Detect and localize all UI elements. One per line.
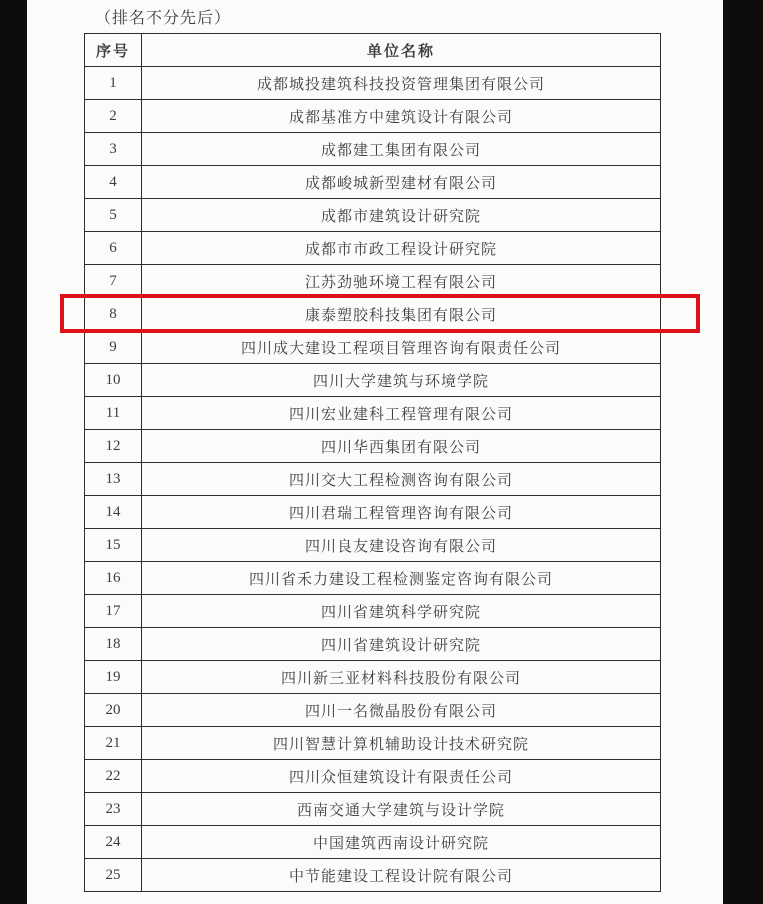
- row-serial-number: 14: [85, 496, 142, 529]
- row-unit-name: 四川交大工程检测咨询有限公司: [142, 463, 661, 496]
- row-serial-number: 16: [85, 562, 142, 595]
- row-serial-number: 25: [85, 859, 142, 892]
- table-row: [85, 694, 661, 727]
- table-row: [85, 661, 661, 694]
- row-unit-name: 四川省建筑科学研究院: [142, 595, 661, 628]
- row-serial-number: 7: [85, 265, 142, 298]
- header-serial-number: 序号: [85, 34, 142, 67]
- row-serial-number: 10: [85, 364, 142, 397]
- row-serial-number: 11: [85, 397, 142, 430]
- row-unit-name: 中节能建设工程设计院有限公司: [142, 859, 661, 892]
- row-serial-number: 3: [85, 133, 142, 166]
- table-row: [85, 463, 661, 496]
- table-row: [85, 265, 661, 298]
- table-row: [85, 298, 661, 331]
- row-unit-name: 西南交通大学建筑与设计学院: [142, 793, 661, 826]
- header-unit-name: 单位名称: [142, 34, 661, 67]
- table-row: [85, 397, 661, 430]
- row-serial-number: 23: [85, 793, 142, 826]
- table-row: [85, 430, 661, 463]
- row-serial-number: 9: [85, 331, 142, 364]
- table-row: [85, 760, 661, 793]
- row-serial-number: 24: [85, 826, 142, 859]
- row-unit-name: 四川成大建设工程项目管理咨询有限责任公司: [142, 331, 661, 364]
- table-body: [85, 67, 661, 892]
- row-unit-name: 四川宏业建科工程管理有限公司: [142, 397, 661, 430]
- row-unit-name: 成都建工集团有限公司: [142, 133, 661, 166]
- row-unit-name: 四川华西集团有限公司: [142, 430, 661, 463]
- row-unit-name: 成都峻城新型建材有限公司: [142, 166, 661, 199]
- row-serial-number: 17: [85, 595, 142, 628]
- row-serial-number: 1: [85, 67, 142, 100]
- row-serial-number: 6: [85, 232, 142, 265]
- table-row: [85, 232, 661, 265]
- row-unit-name: 成都城投建筑科技投资管理集团有限公司: [142, 67, 661, 100]
- table-row: [85, 595, 661, 628]
- row-serial-number: 15: [85, 529, 142, 562]
- row-unit-name: 中国建筑西南设计研究院: [142, 826, 661, 859]
- table-row: [85, 67, 661, 100]
- row-unit-name: 康泰塑胶科技集团有限公司: [142, 298, 661, 331]
- row-serial-number: 19: [85, 661, 142, 694]
- row-unit-name: 四川良友建设咨询有限公司: [142, 529, 661, 562]
- row-unit-name: 成都市建筑设计研究院: [142, 199, 661, 232]
- table-row: [85, 859, 661, 892]
- row-serial-number: 18: [85, 628, 142, 661]
- row-unit-name: 四川智慧计算机辅助设计技术研究院: [142, 727, 661, 760]
- table-row: [85, 199, 661, 232]
- row-unit-name: 四川一名微晶股份有限公司: [142, 694, 661, 727]
- row-serial-number: 8: [85, 298, 142, 331]
- table-row: [85, 166, 661, 199]
- table-row: [85, 331, 661, 364]
- ranking-disclaimer-note: （排名不分先后）: [95, 10, 232, 27]
- table-row: [85, 628, 661, 661]
- row-serial-number: 4: [85, 166, 142, 199]
- row-unit-name: 成都市市政工程设计研究院: [142, 232, 661, 265]
- table-header: [85, 34, 661, 67]
- row-unit-name: 四川众恒建筑设计有限责任公司: [142, 760, 661, 793]
- row-unit-name: 四川君瑞工程管理咨询有限公司: [142, 496, 661, 529]
- table-row: [85, 562, 661, 595]
- table-row: [85, 364, 661, 397]
- row-serial-number: 21: [85, 727, 142, 760]
- row-serial-number: 13: [85, 463, 142, 496]
- row-unit-name: 四川大学建筑与环境学院: [142, 364, 661, 397]
- row-unit-name: 四川省建筑设计研究院: [142, 628, 661, 661]
- table-row: [85, 133, 661, 166]
- table-row: [85, 826, 661, 859]
- table-row: [85, 529, 661, 562]
- row-serial-number: 20: [85, 694, 142, 727]
- row-serial-number: 22: [85, 760, 142, 793]
- table-row: [85, 793, 661, 826]
- table-row: [85, 100, 661, 133]
- document-page: [27, 0, 723, 904]
- table-header-row: [85, 34, 661, 67]
- row-unit-name: 成都基准方中建筑设计有限公司: [142, 100, 661, 133]
- company-table: [84, 33, 661, 892]
- row-serial-number: 12: [85, 430, 142, 463]
- table-row: [85, 727, 661, 760]
- row-unit-name: 四川省禾力建设工程检测鉴定咨询有限公司: [142, 562, 661, 595]
- row-serial-number: 5: [85, 199, 142, 232]
- table-row: [85, 496, 661, 529]
- row-unit-name: 四川新三亚材料科技股份有限公司: [142, 661, 661, 694]
- row-unit-name: 江苏劲驰环境工程有限公司: [142, 265, 661, 298]
- row-serial-number: 2: [85, 100, 142, 133]
